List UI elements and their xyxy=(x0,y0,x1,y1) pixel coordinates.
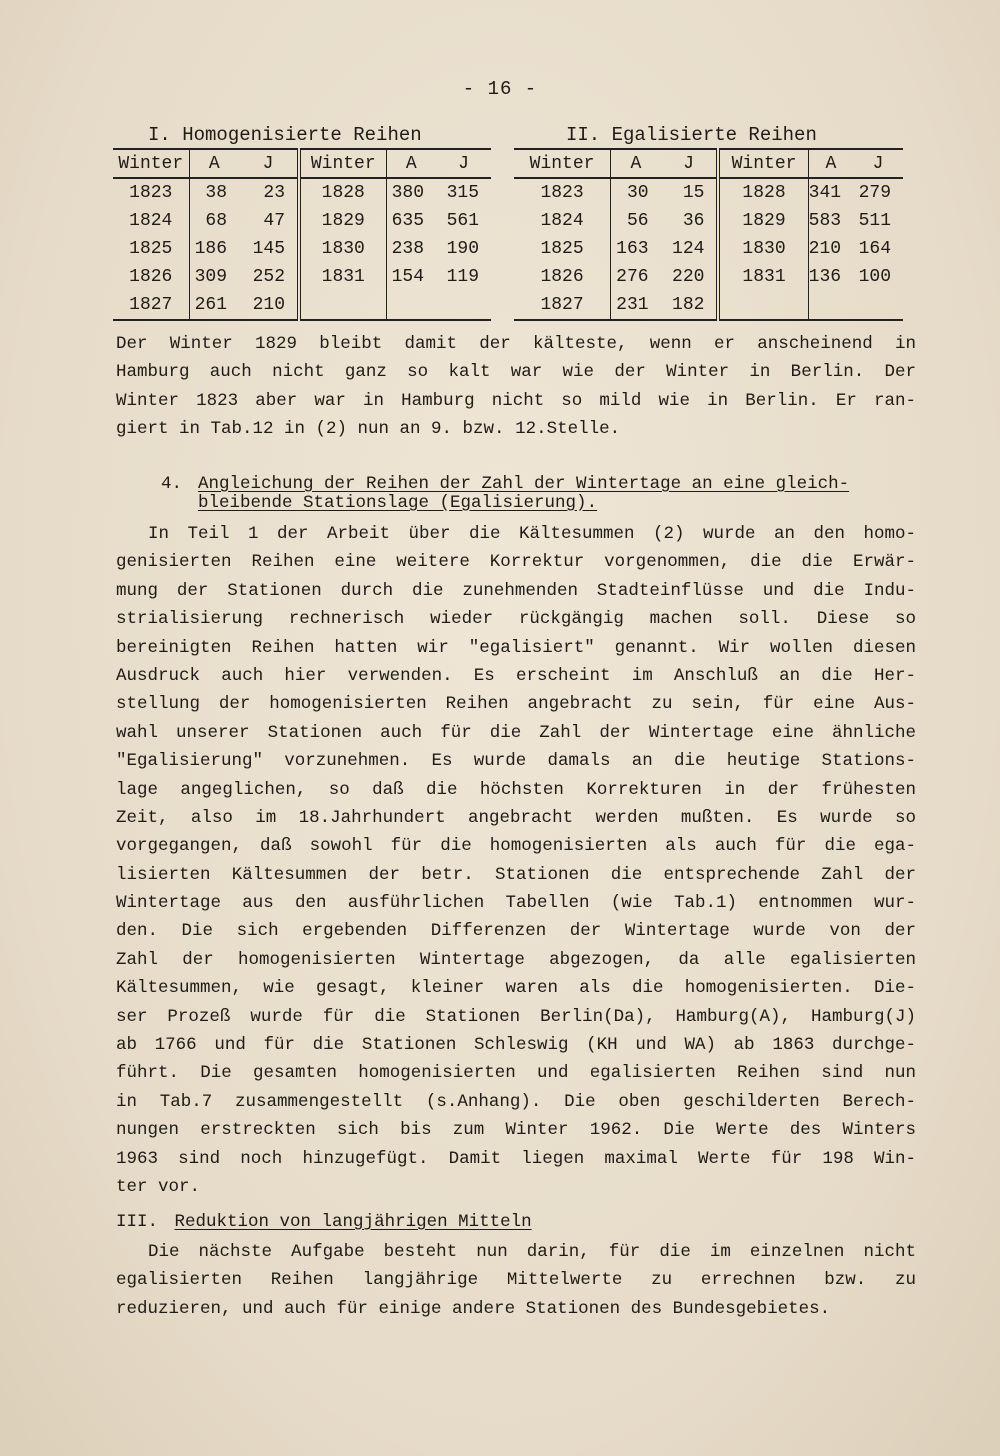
text-line: den. Die sich ergebenden Differenzen der Wintertage wurde von der xyxy=(116,921,916,942)
text-line: ab 1766 und für die Stationen Schleswig (KH und WA) ab 1863 durchge- xyxy=(116,1035,916,1056)
table-cell: 238 xyxy=(391,239,424,259)
text-line: ter vor. xyxy=(116,1176,201,1197)
text-line: "Egalisierung" vorzunehmen. Es wurde damals an die heutige Stations- xyxy=(116,751,916,772)
text-line: In Teil 1 der Arbeit über die Kältesummen (2) wurde an den homo- xyxy=(148,524,916,544)
table-cell: 252 xyxy=(239,263,299,291)
table-cell xyxy=(718,291,808,320)
table-cell: 1829 xyxy=(299,207,386,235)
table-homogenisierte-reihen xyxy=(113,148,491,321)
table-cell: 1823 xyxy=(514,178,611,207)
table-cell: 1831 xyxy=(299,263,386,291)
table-cell: 68 xyxy=(205,211,227,231)
text-line: Hamburg auch nicht ganz so kalt war wie der Winter in Berlin. Der xyxy=(116,362,916,383)
column-header: J xyxy=(853,149,903,178)
table-row xyxy=(514,207,903,235)
table-cell xyxy=(853,291,903,320)
table-cell: 380 xyxy=(391,183,424,203)
table-cell: 1826 xyxy=(113,263,189,291)
table-cell: 1826 xyxy=(514,263,611,291)
paragraph-1 xyxy=(116,330,916,444)
table-cell: 36 xyxy=(661,207,719,235)
text-line: Winter 1823 aber war in Hamburg nicht so mild wie in Berlin. Er ran- xyxy=(116,390,916,411)
table-row xyxy=(514,235,903,263)
text-line: in Tab.7 zusammengestellt (s.Anhang). Die oben geschilderten Berech- xyxy=(116,1091,916,1112)
table-header-row xyxy=(113,149,491,178)
table-row xyxy=(113,207,491,235)
column-header: A xyxy=(611,149,661,178)
text-line: vorgegangen, daß sowohl für die homogenisierten als auch für die ega- xyxy=(116,836,916,857)
text-line: Zeit, also im 18.Jahrhundert angebracht werden mußten. Es wurde so xyxy=(116,807,916,828)
table-cell: 1829 xyxy=(718,207,808,235)
table-cell: 1825 xyxy=(514,235,611,263)
column-header: Winter xyxy=(718,149,808,178)
table-cell: 276 xyxy=(616,267,649,287)
table-egalisierte-reihen xyxy=(514,148,903,321)
table-row xyxy=(113,178,491,207)
text-line: wahl unserer Stationen auch für die Zahl der Wintertage eine ähnliche xyxy=(116,722,916,743)
table-egal-title: II. Egalisierte Reihen xyxy=(566,124,817,146)
table-cell: 1824 xyxy=(514,207,611,235)
text-line: stellung der homogenisierten Reihen angebracht zu sein, für eine Aus- xyxy=(116,694,916,715)
table-cell: 56 xyxy=(626,211,649,231)
table-cell: 315 xyxy=(446,183,479,203)
table-cell: 164 xyxy=(858,239,891,259)
text-line: strialisierung rechnerisch wieder rückgängig machen soll. Diese so xyxy=(116,609,916,630)
table-cell: 1827 xyxy=(514,291,611,320)
table-cell: 15 xyxy=(661,178,719,207)
table-cell: 1830 xyxy=(718,235,808,263)
table-row xyxy=(514,291,903,320)
table-cell: 279 xyxy=(858,183,891,203)
column-header: Winter xyxy=(299,149,386,178)
table-row xyxy=(514,263,903,291)
table-cell: 220 xyxy=(661,263,719,291)
table-cell: 163 xyxy=(616,239,649,259)
table-cell: 136 xyxy=(808,267,842,287)
table-cell xyxy=(386,291,436,320)
column-header: J xyxy=(239,149,299,178)
table-cell: 231 xyxy=(611,291,661,320)
section-3-title: Reduktion von langjährigen Mitteln xyxy=(174,1212,532,1232)
table-cell: 561 xyxy=(446,211,479,231)
text-line: giert in Tab.12 in (2) nun an 9. bzw. 12.Stelle. xyxy=(116,419,621,440)
table-cell: 511 xyxy=(858,211,891,231)
table-cell xyxy=(299,291,386,320)
text-line: 1963 sind noch hinzugefügt. Damit liegen maximal Werte für 198 Win- xyxy=(116,1148,916,1169)
column-header: J xyxy=(661,149,719,178)
text-line: Kältesummen, wie gesagt, kleiner waren als die homogenisierten. Die- xyxy=(116,978,916,999)
table-homogen-title: I. Homogenisierte Reihen xyxy=(148,124,422,146)
table-cell: 124 xyxy=(661,235,719,263)
text-line: Ausdruck auch hier verwenden. Es erscheint im Anschluß an die Her- xyxy=(116,665,916,686)
table-cell: 47 xyxy=(239,207,299,235)
column-header: A xyxy=(189,149,239,178)
table-cell: 119 xyxy=(446,267,479,287)
text-line: Die nächste Aufgabe besteht nun darin, für die im einzelnen nicht xyxy=(148,1242,916,1262)
text-line: reduzieren, und auch für einige andere Stationen des Bundesgebietes. xyxy=(116,1298,831,1319)
table-cell: 261 xyxy=(189,291,239,320)
table-cell: 100 xyxy=(858,267,891,287)
table-cell: 190 xyxy=(446,239,479,259)
table-cell: 145 xyxy=(239,235,299,263)
table-cell: 1824 xyxy=(113,207,189,235)
table-cell: 1828 xyxy=(718,178,808,207)
text-line: Wintertage aus den ausführlichen Tabellen (wie Tab.1) entnommen wur- xyxy=(116,893,916,914)
table-row xyxy=(113,263,491,291)
text-line: nungen erstreckten sich bis zum Winter 1962. Die Werte des Winters xyxy=(116,1120,916,1141)
table-cell: 635 xyxy=(391,211,424,231)
section-4-number: 4. xyxy=(161,474,183,494)
text-line: Zahl der homogenisierten Wintertage abgezogen, da alle egalisierten xyxy=(116,949,916,970)
section-3-number: III. xyxy=(116,1212,159,1232)
table-row xyxy=(514,178,903,207)
text-line: genisierten Reihen eine weitere Korrektur vorgenommen, die die Erwär- xyxy=(116,552,916,573)
table-cell: 38 xyxy=(205,183,227,203)
text-line: ser Prozeß wurde für die Stationen Berlin(Da), Hamburg(A), Hamburg(J) xyxy=(116,1006,916,1027)
table-cell: 186 xyxy=(194,239,227,259)
table-row xyxy=(113,291,491,320)
table-cell: 182 xyxy=(661,291,719,320)
table-cell: 30 xyxy=(626,183,649,203)
column-header: Winter xyxy=(514,149,611,178)
table-cell: 1825 xyxy=(113,235,189,263)
paragraph-2 xyxy=(116,520,916,1201)
table-cell: 583 xyxy=(808,211,842,231)
text-line: lage angeglichen, so daß die höchsten Korrekturen in der frühesten xyxy=(116,779,916,800)
table-cell: 23 xyxy=(239,178,299,207)
section-3-heading xyxy=(116,1208,916,1236)
table-cell: 154 xyxy=(391,267,424,287)
section-4-title-line2: bleibende Stationslage (Egalisierung). xyxy=(198,493,598,513)
table-cell: 1823 xyxy=(113,178,189,207)
table-header-row xyxy=(514,149,903,178)
text-line: führt. Die gesamten homogenisierten und egalisierten Reihen sind nun xyxy=(116,1063,916,1084)
column-header: A xyxy=(808,149,853,178)
table-row xyxy=(113,235,491,263)
column-header: J xyxy=(436,149,491,178)
table-cell: 1830 xyxy=(299,235,386,263)
table-cell xyxy=(436,291,491,320)
text-line: Der Winter 1829 bleibt damit der kälteste, wenn er anscheinend in xyxy=(116,334,916,354)
table-cell: 210 xyxy=(808,239,842,259)
table-cell: 341 xyxy=(808,183,842,203)
column-header: Winter xyxy=(113,149,189,178)
text-line: bereinigten Reihen hatten wir "egalisiert" genannt. Wir wollen diesen xyxy=(116,637,916,658)
table-cell: 210 xyxy=(239,291,299,320)
table-cell: 1827 xyxy=(113,291,189,320)
table-cell: 309 xyxy=(194,267,227,287)
table-cell xyxy=(808,291,853,320)
text-line: mung der Stationen durch die zunehmenden Stadteinflüsse und die Indu- xyxy=(116,580,916,601)
section-4-title-line1: Angleichung der Reihen der Zahl der Wintertage an eine gleich- xyxy=(198,474,850,494)
column-header: A xyxy=(386,149,436,178)
text-line: lisierten Kältesummen der betr. Stationen die entsprechende Zahl der xyxy=(116,864,916,885)
text-line: egalisierten Reihen langjährige Mittelwerte zu errechnen bzw. zu xyxy=(116,1270,916,1291)
table-cell: 1828 xyxy=(299,178,386,207)
paragraph-3 xyxy=(116,1238,916,1323)
page-number: - 16 - xyxy=(462,78,538,100)
table-cell: 1831 xyxy=(718,263,808,291)
